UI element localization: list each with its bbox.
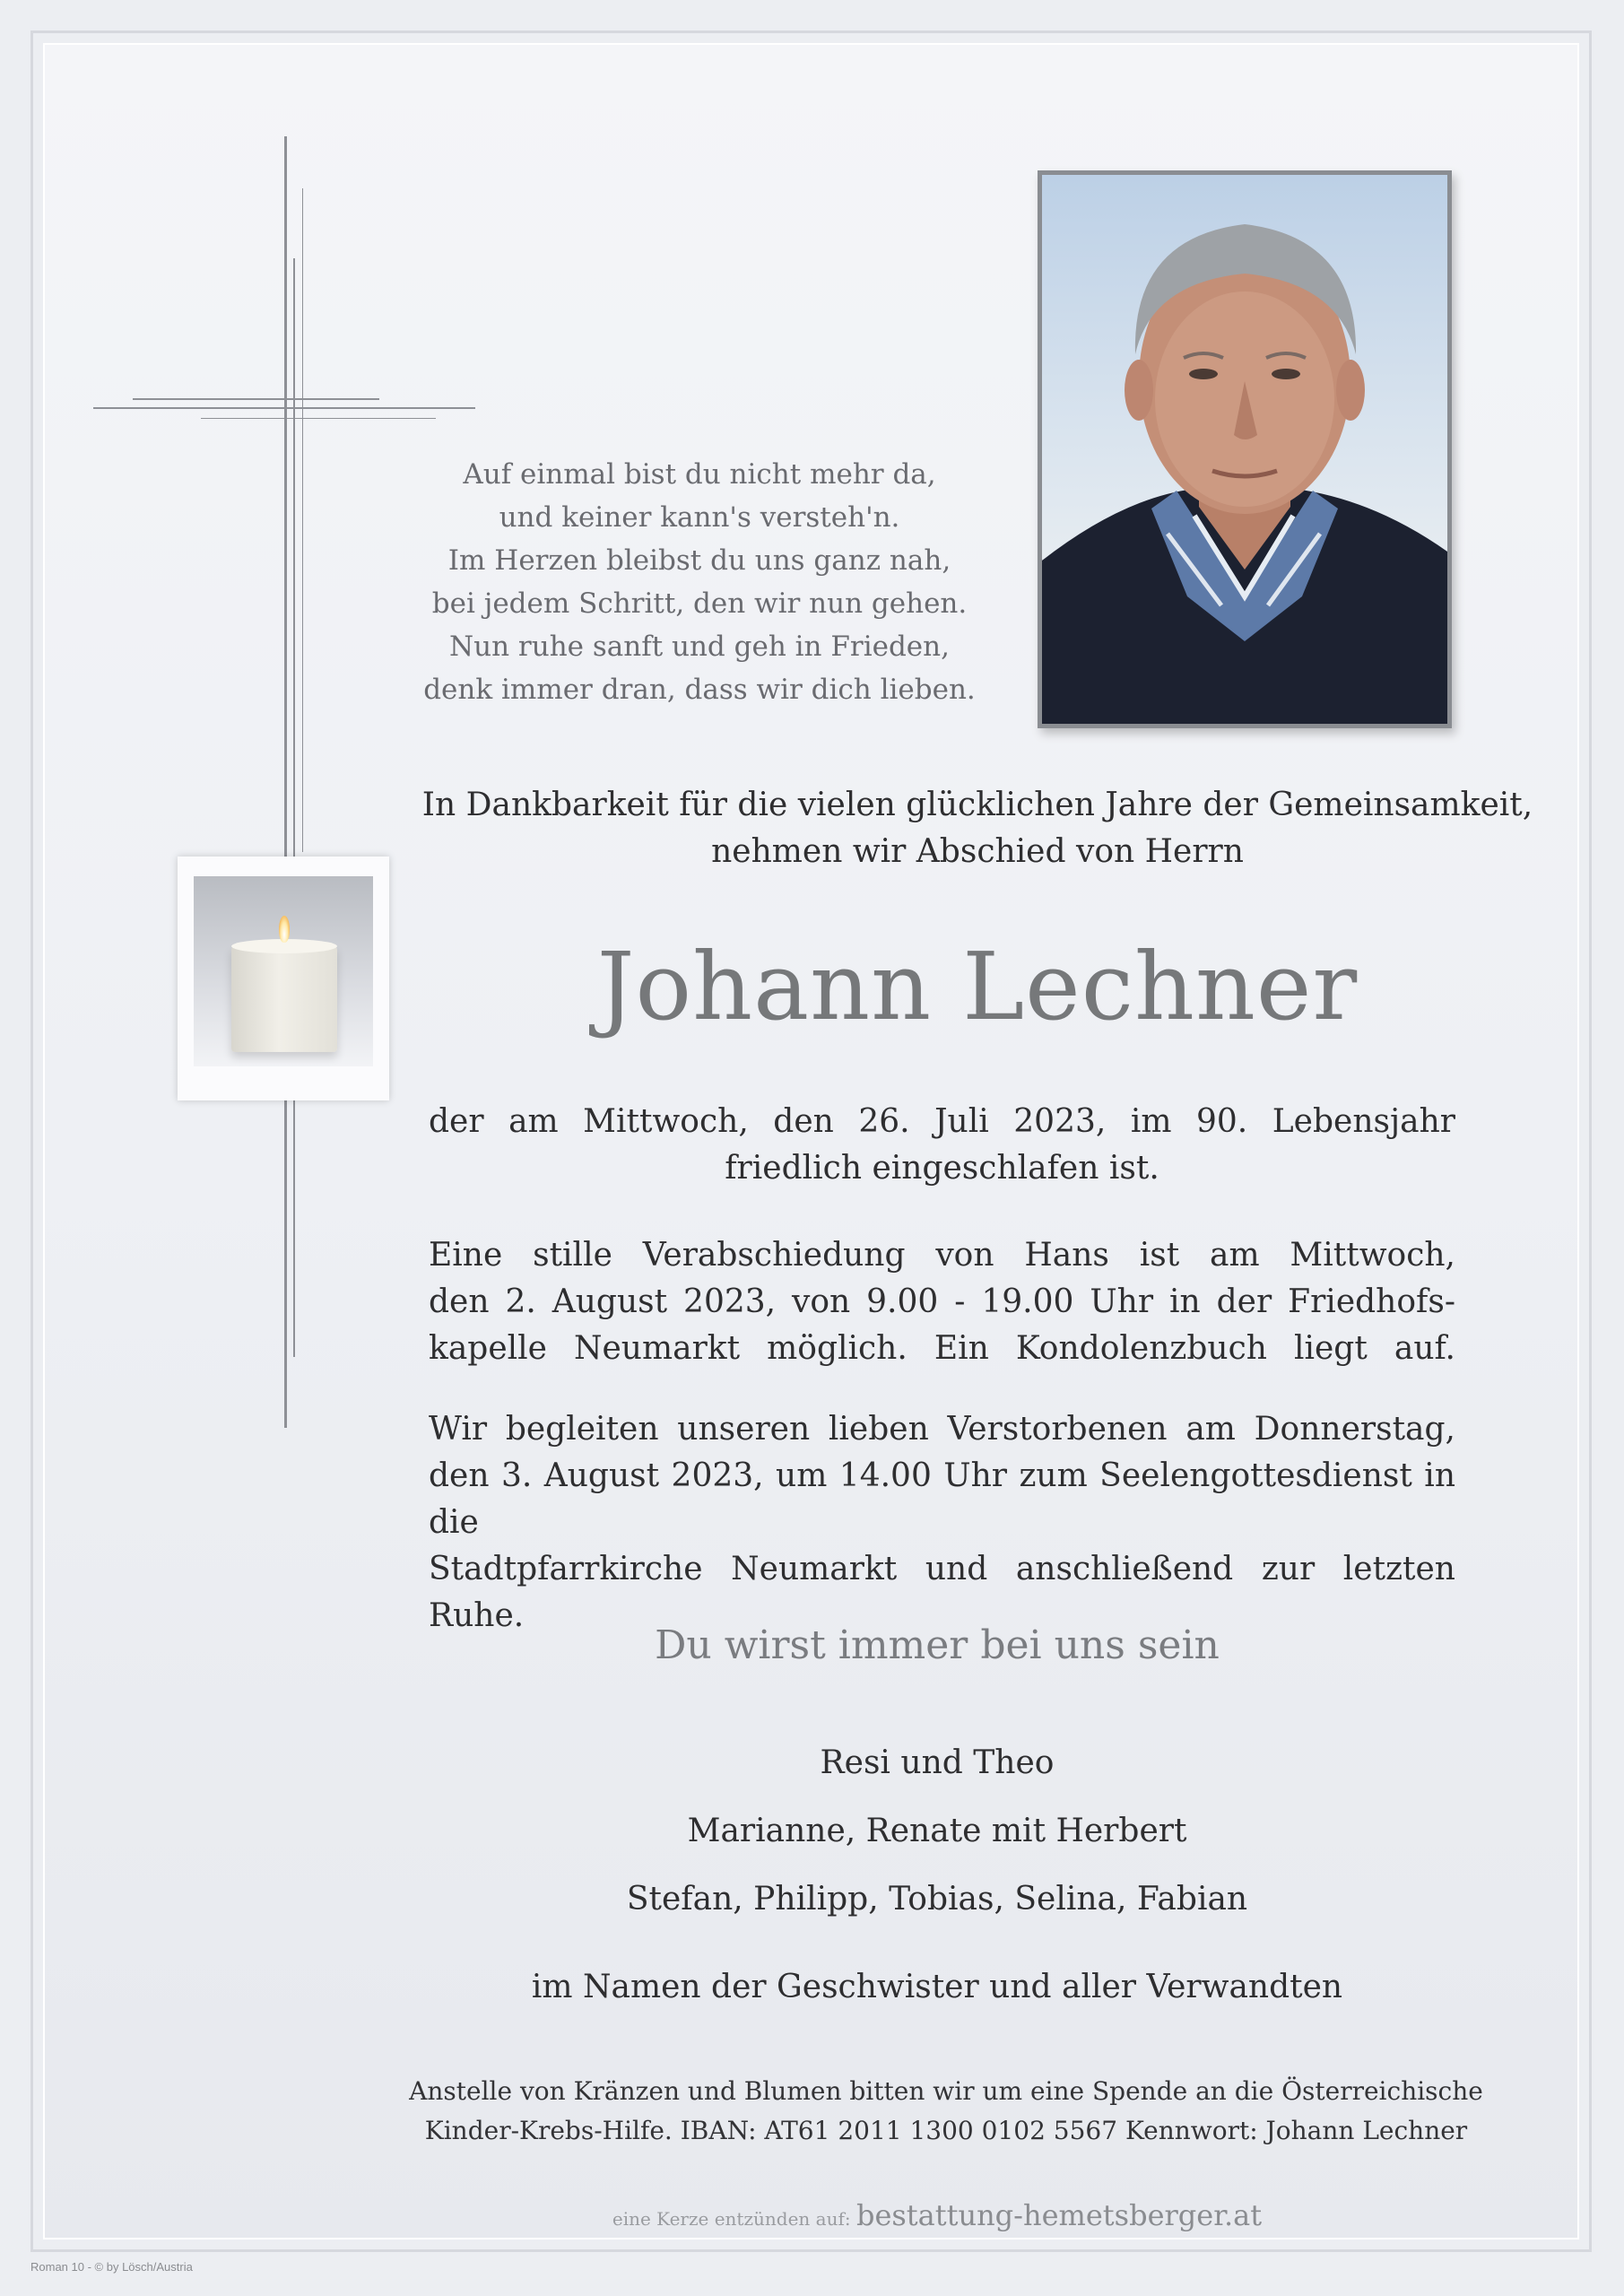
portrait-photo: [1038, 170, 1452, 728]
flame-icon: [279, 916, 290, 943]
intro-text: [421, 782, 1533, 875]
funeral-line: Wir begleiten unseren lieben Verstorbenen am Donnerstag,: [429, 1411, 1455, 1448]
farewell-line: kapelle Neumarkt möglich. Ein Kondolenzbuch liegt auf.: [429, 1330, 1455, 1367]
funeral-paragraph: [429, 1406, 1455, 1639]
poem-line: und keiner kann's versteh'n.: [499, 501, 900, 534]
intro-line: nehmen wir Abschied von Herrn: [711, 833, 1244, 870]
death-notice: [429, 1099, 1455, 1192]
footer-prefix: eine Kerze entzünden auf:: [612, 2208, 851, 2230]
credit-text: Roman 10 - © by Lösch/Austria: [30, 2260, 193, 2274]
motto: Du wirst immer bei uns sein: [655, 1622, 1220, 1668]
donation-note: [395, 2072, 1498, 2151]
deceased-name: Johann Lechner: [596, 932, 1359, 1041]
funeral-line: Stadtpfarrkirche Neumarkt und anschließend zur letzten Ruhe.: [429, 1551, 1455, 1634]
candle-image: [178, 857, 389, 1100]
family-line: Stefan, Philipp, Tobias, Selina, Fabian: [626, 1881, 1248, 1918]
poem-line: denk immer dran, dass wir dich lieben.: [423, 674, 976, 706]
farewell-line: den 2. August 2023, von 9.00 - 19.00 Uhr in der Friedhofs-: [429, 1283, 1455, 1320]
family-line: Resi und Theo: [820, 1744, 1055, 1781]
poem-line: bei jedem Schritt, den wir nun gehen.: [431, 587, 968, 620]
donation-line: Anstelle von Kränzen und Blumen bitten wir um eine Spende an die Österreichische: [409, 2076, 1483, 2106]
relatives-line: im Namen der Geschwister und aller Verwandten: [531, 1969, 1343, 2005]
poem-line: Auf einmal bist du nicht mehr da,: [463, 458, 936, 491]
donation-line: Kinder-Krebs-Hilfe. IBAN: AT61 2011 1300 0102 5567 Kennwort: Johann Lechner: [424, 2116, 1468, 2145]
poem-line: Nun ruhe sanft und geh in Frieden,: [449, 631, 950, 663]
funeral-line: den 3. August 2023, um 14.00 Uhr zum Seelengottesdienst in die: [429, 1457, 1455, 1541]
farewell-paragraph: [429, 1232, 1455, 1372]
intro-line: In Dankbarkeit für die vielen glücklichen Jahre der Gemeinsamkeit,: [421, 787, 1533, 823]
death-notice-line: friedlich eingeschlafen ist.: [725, 1150, 1159, 1187]
poem-line: Im Herzen bleibst du uns ganz nah,: [447, 544, 951, 577]
family-line: Marianne, Renate mit Herbert: [687, 1813, 1187, 1849]
poem: [404, 453, 995, 711]
farewell-line: Eine stille Verabschiedung von Hans ist am Mittwoch,: [429, 1237, 1455, 1274]
footer: [421, 2197, 1453, 2237]
death-notice-line: der am Mittwoch, den 26. Juli 2023, im 90. Lebensjahr: [429, 1103, 1455, 1140]
website-link[interactable]: bestattung-hemetsberger.at: [855, 2198, 1263, 2232]
